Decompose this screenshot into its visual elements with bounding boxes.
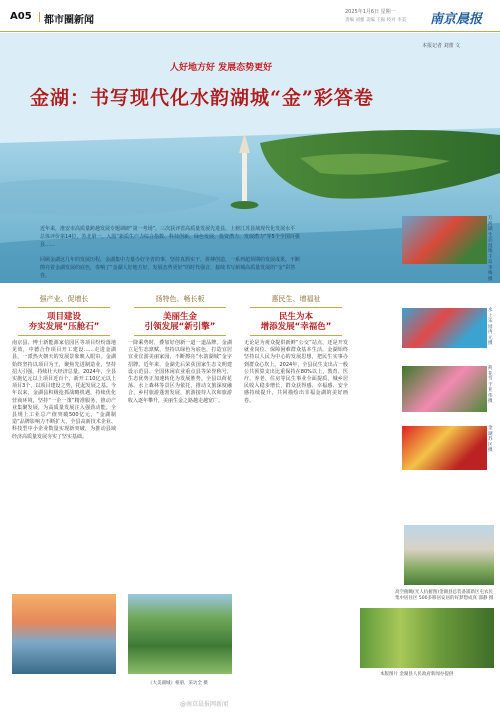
column-body: 南京县、博士新能源家信园区等项目纷纷落地见效，中德合作项目开工建设……走进金湖县，一派热火朝天的发展景象映入眼帘。金湖始终坚持以项目为王，聚焦先进制造业，坚持招大引强，持续壮大经济总量。2024年，全县实施亿元以上项目近百个，新开工10亿元以上项目3个，以项目建设之势，托起发展之基。今年以来，金湖县积极抢抓战略机遇，持续优化营商环境，坚持“一企一策”精准服务，推动产业集聚发展，为高质量发展注入强劲动能。全县规上工业总产值突破500亿元，“金湖制造”品牌影响力不断扩大，全县高新技术企业、科技型中小企业数量实现新突破，为推动县域经济高质量发展夯实了坚实基础。 <box>12 340 116 440</box>
photo-credit: 高空俯瞰(光人抗俯图)金湖县总装备浦新区屯农民集中居住区 500多移居安居的好梦想成真 邵静 摄 <box>395 590 494 601</box>
section-code: A05 <box>10 11 32 22</box>
newspaper-logo: 南京晨报 <box>430 12 483 27</box>
side-photo <box>402 308 487 348</box>
garden-aerial-photo <box>128 594 232 674</box>
side-photo <box>402 366 487 412</box>
photo-caption: 万河湖生态湿地千岛 李梅 摄 <box>488 216 493 282</box>
article-byline: 本报记者 刘蕾 文 <box>422 43 461 49</box>
photo-caption: 水上乐园 冉元 摄 <box>488 308 493 346</box>
column-kicker: 强产业、促增长 <box>39 295 89 303</box>
column-kicker: 扬特色、畅长板 <box>155 295 205 303</box>
article-column <box>128 295 232 405</box>
watermark: @南京晨报网新闻 <box>180 701 229 708</box>
slogan-banner: 人好地方好 发展态势更好 <box>170 63 273 73</box>
masthead-divider <box>39 12 40 22</box>
column-body: 一降乘势时，叠加好创新一道一道品牌。金湖立足生态禀赋，坚持以绿色为底色，打造宜居宜业宜游美丽家园，不断擦亮“水韵湖城”金字招牌。近年来，金湖先后荣获国家生态文明建设示范县、全国休闲农业重点县等荣誉称号，生态优势正加速转化为发展胜势。全县以荷花荡、水上森林等景区为依托，推动文旅深度融合，乡村旅游蓬勃发展，旅游接待人次和旅游收入逐年攀升，美丽生金之路越走越宽广。 <box>128 340 232 404</box>
column-title: 项目建设 <box>46 312 81 322</box>
editor-credits: 责编 刘强 美编 王振 校对 李美 <box>345 18 407 23</box>
side-photo <box>402 426 487 470</box>
divider <box>18 335 110 336</box>
divider <box>250 335 342 336</box>
article-column <box>244 295 348 405</box>
column-kicker: 惠民生、增福祉 <box>271 295 321 303</box>
new-village-photo <box>404 525 494 585</box>
column-title: 美丽生金 <box>162 312 197 322</box>
column-body: 无论是为观众提供新鲜“公交”站点，还是开发就业岗位、保障困难群众基本生活，金湖始终坚持以人民为中心的发展思想，把民生实事办到群众心坎上。2024年，全县民生支出占一般公共预算支出比重保持在80%以上，教育、医疗、养老、住房等民生事业全面提质，城乡居民收入稳步增长，群众获得感、幸福感、安全感持续提升，共同描绘出幸福金湖的美好画卷。 <box>244 340 348 404</box>
divider <box>134 307 226 308</box>
lead-paragraph: 近年来，淮安市高质量跨越发展专题调研“第一考场”，三次获评省高质量发展先进县，上榜江苏县域现代化发展水平总体评价第14位，苏北第一，入围“新质生产力综合指数、科技创新、绿色发展、投资潜力、发展潜力”等5个全国百强县…… <box>40 226 300 248</box>
photo-caption: 金湖苏区 摄 <box>488 426 493 453</box>
sunset-lake-photo <box>12 594 116 674</box>
headline: 金湖：书写现代化水韵湖城“金”彩答卷 <box>30 87 374 109</box>
farmland-aerial-photo <box>360 608 494 668</box>
side-photo <box>402 216 487 264</box>
column-title: 民生为本 <box>278 312 313 322</box>
column-title: 夯实发展“压舱石” <box>28 322 100 332</box>
divider <box>250 307 342 308</box>
masthead <box>0 0 500 32</box>
divider <box>134 335 226 336</box>
column-title: 增添发展“幸福色” <box>260 322 332 332</box>
divider <box>18 307 110 308</box>
lead-paragraph: 回顾金湖这几年的发展历程，金湖集中力量办好全省的事，坚持真抓实干、拼搏创造，一系列超预期的发展成果，不断擦亮着金湖发展的底色，奏响了“金湖人好地方好，发展态势更好”的时代强音，接续书写新城高质量发展的“金”彩答卷。 <box>40 257 301 279</box>
article-column <box>12 295 116 441</box>
photo-credit: 本版图片 金湖县人民政府新闻办提供 <box>380 672 454 677</box>
column-title: 引领发展“新引擎” <box>144 322 216 332</box>
section-name: 都市圈新闻 <box>44 15 94 26</box>
publication-date: 2025年1月6日 星期一 <box>345 9 396 15</box>
photo-credit: 《大美湖城》相册，采访全 摄 <box>148 681 208 686</box>
photo-caption: 荷花节 于亚伟 摄 <box>488 366 493 404</box>
